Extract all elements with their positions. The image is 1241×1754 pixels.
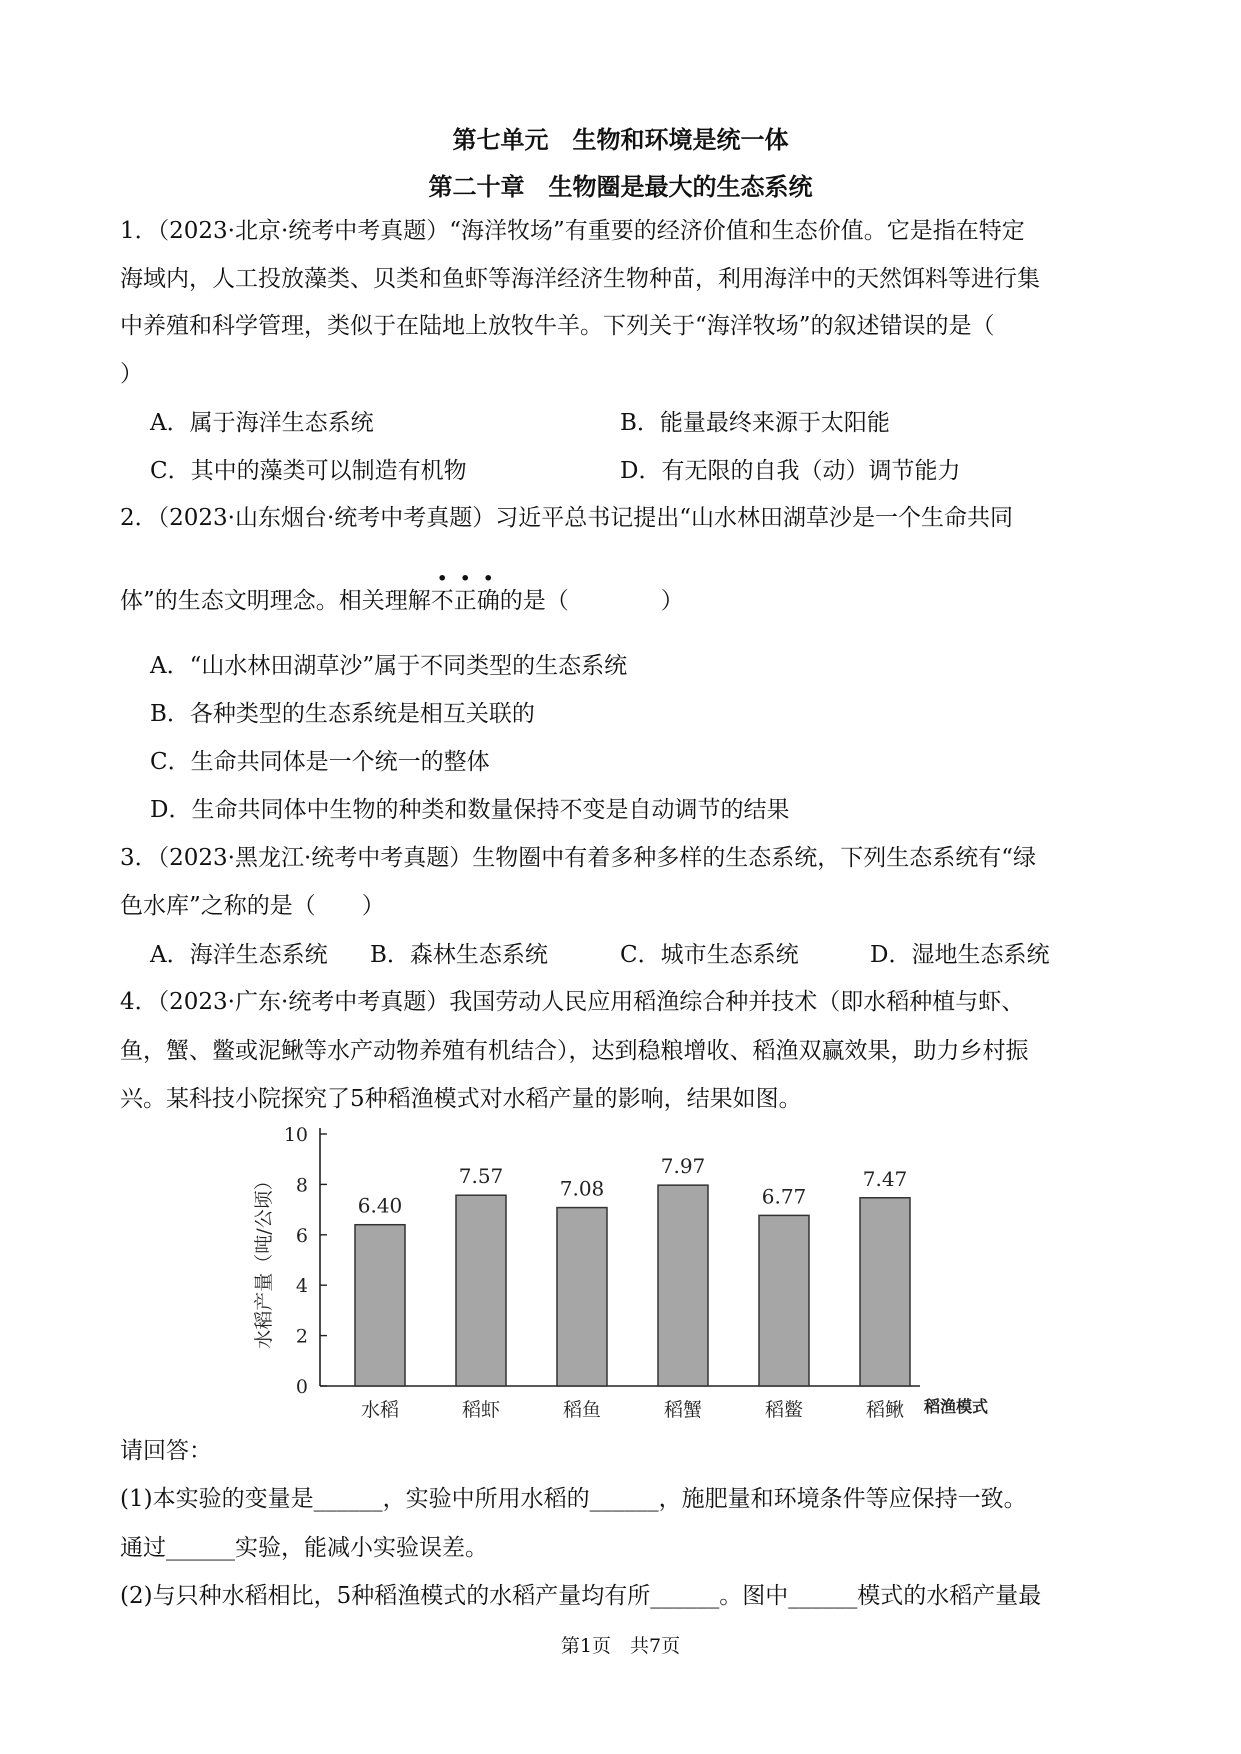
y-tick-label: 4 xyxy=(295,1275,308,1298)
q2-option-d: D．生命共同体中生物的种类和数量保持不变是自动调节的结果 xyxy=(150,797,790,823)
q4-sub1-line-1: (1)本实验的变量是______，实验中所用水稻的______，施肥量和环境条件等应保持一致。 xyxy=(120,1486,1027,1512)
q1-option-d: D．有无限的自我（动）调节能力 xyxy=(620,458,961,484)
x-category-label: 稻蟹 xyxy=(663,1399,703,1420)
q3-option-b: B．森林生态系统 xyxy=(370,942,548,968)
q1-stem-line-2: 海域内，人工投放藻类、贝类和鱼虾等海洋经济生物种苗，利用海洋中的天然饵料等进行集 xyxy=(120,266,1040,292)
bar xyxy=(456,1195,506,1386)
y-tick-label: 8 xyxy=(295,1174,308,1197)
x-category-label: 稻鳅 xyxy=(865,1399,905,1420)
bar xyxy=(557,1208,607,1386)
q4-sub2-line-1: (2)与只种水稻相比，5种稻渔模式的水稻产量均有所______。图中______模式的水稻产量最 xyxy=(120,1583,1042,1609)
q2-stem-text-after: 的是（ ） xyxy=(499,588,684,614)
bar xyxy=(658,1185,708,1386)
q4-stem-line-2: 鱼，蟹、鳖或泥鳅等水产动物养殖有机结合），达到稳粮增收、稻渔双赢效果，助力乡村振 xyxy=(120,1038,1029,1064)
q1-stem-line-1: 1．（2023·北京·统考中考真题）“海洋牧场”有重要的经济价值和生态价值。它是指在特定 xyxy=(120,218,1025,244)
emphasis-char: 确 xyxy=(476,588,500,614)
x-category-label: 稻鱼 xyxy=(562,1399,602,1420)
q3-option-c: C．城市生态系统 xyxy=(620,942,799,968)
y-tick-label: 2 xyxy=(295,1325,308,1348)
q2-option-a: A．“山水林田湖草沙”属于不同类型的生态系统 xyxy=(150,653,628,679)
q4-prompt: 请回答： xyxy=(120,1438,212,1464)
chapter-title: 第二十章 生物圈是最大的生态系统 xyxy=(428,173,813,201)
q3-option-a: A．海洋生态系统 xyxy=(150,942,328,968)
x-axis-title: 稻渔模式 xyxy=(923,1397,989,1416)
q1-option-c: C．其中的藻类可以制造有机物 xyxy=(150,458,467,484)
bar-value-label: 7.57 xyxy=(458,1164,504,1189)
bar-value-label: 6.40 xyxy=(357,1193,403,1218)
x-category-label: 稻虾 xyxy=(461,1399,501,1420)
q1-stem-line-3: 中养殖和科学管理，类似于在陆地上放牧牛羊。下列关于“海洋牧场”的叙述错误的是（ xyxy=(120,313,995,339)
page-number: 第1页 共7页 xyxy=(560,1635,681,1657)
y-tick-label: 6 xyxy=(295,1224,308,1247)
q2-stem-line-1: 2．（2023·山东烟台·统考中考真题）习近平总书记提出“山水林田湖草沙是一个生命共同 xyxy=(120,505,1014,531)
bar xyxy=(860,1198,910,1386)
q3-stem-line-1: 3．（2023·黑龙江·统考中考真题）生物圈中有着多种多样的生态系统，下列生态系统有“绿 xyxy=(120,845,1037,871)
bar-value-label: 7.47 xyxy=(862,1166,908,1191)
bar xyxy=(355,1225,405,1386)
bar xyxy=(759,1215,809,1386)
q2-option-b: B．各种类型的生态系统是相互关联的 xyxy=(150,701,535,727)
q3-stem-line-2: 色水库”之称的是（ ） xyxy=(120,893,385,919)
x-category-label: 稻鳖 xyxy=(764,1399,804,1420)
q4-stem-line-3: 兴。某科技小院探究了5种稻渔模式对水稻产量的影响，结果如图。 xyxy=(120,1086,802,1112)
q1-stem-line-4: ） xyxy=(120,361,143,387)
q2-option-c: C．生命共同体是一个统一的整体 xyxy=(150,749,490,775)
bar-value-label: 7.08 xyxy=(559,1176,605,1201)
unit-title: 第七单元 生物和环境是统一体 xyxy=(452,126,789,154)
q3-option-d: D．湿地生态系统 xyxy=(870,942,1050,968)
bar-value-label: 6.77 xyxy=(761,1184,807,1209)
q2-stem-line-2 xyxy=(120,586,684,616)
q4-stem-line-1: 4．（2023·广东·统考中考真题）我国劳动人民应用稻渔综合种并技术（即水稻种植与虾、 xyxy=(120,989,1025,1015)
q1-option-a: A．属于海洋生态系统 xyxy=(150,410,374,436)
rice-yield-bar-chart xyxy=(240,1120,1020,1420)
q4-sub1-line-2: 通过______实验，能减小实验误差。 xyxy=(120,1535,488,1561)
y-tick-label: 0 xyxy=(295,1376,308,1398)
x-category-label: 水稻 xyxy=(360,1399,400,1420)
y-axis-title: 水稻产量（吨/公顷） xyxy=(253,1171,275,1349)
emphasis-char: 正 xyxy=(453,588,477,614)
y-tick-label: 10 xyxy=(283,1124,308,1146)
emphasis-char: 不 xyxy=(430,588,454,614)
q2-stem-text-before: 体”的生态文明理念。相关理解 xyxy=(120,588,431,614)
q1-option-b: B．能量最终来源于太阳能 xyxy=(620,410,890,436)
bar-value-label: 7.97 xyxy=(660,1154,706,1179)
